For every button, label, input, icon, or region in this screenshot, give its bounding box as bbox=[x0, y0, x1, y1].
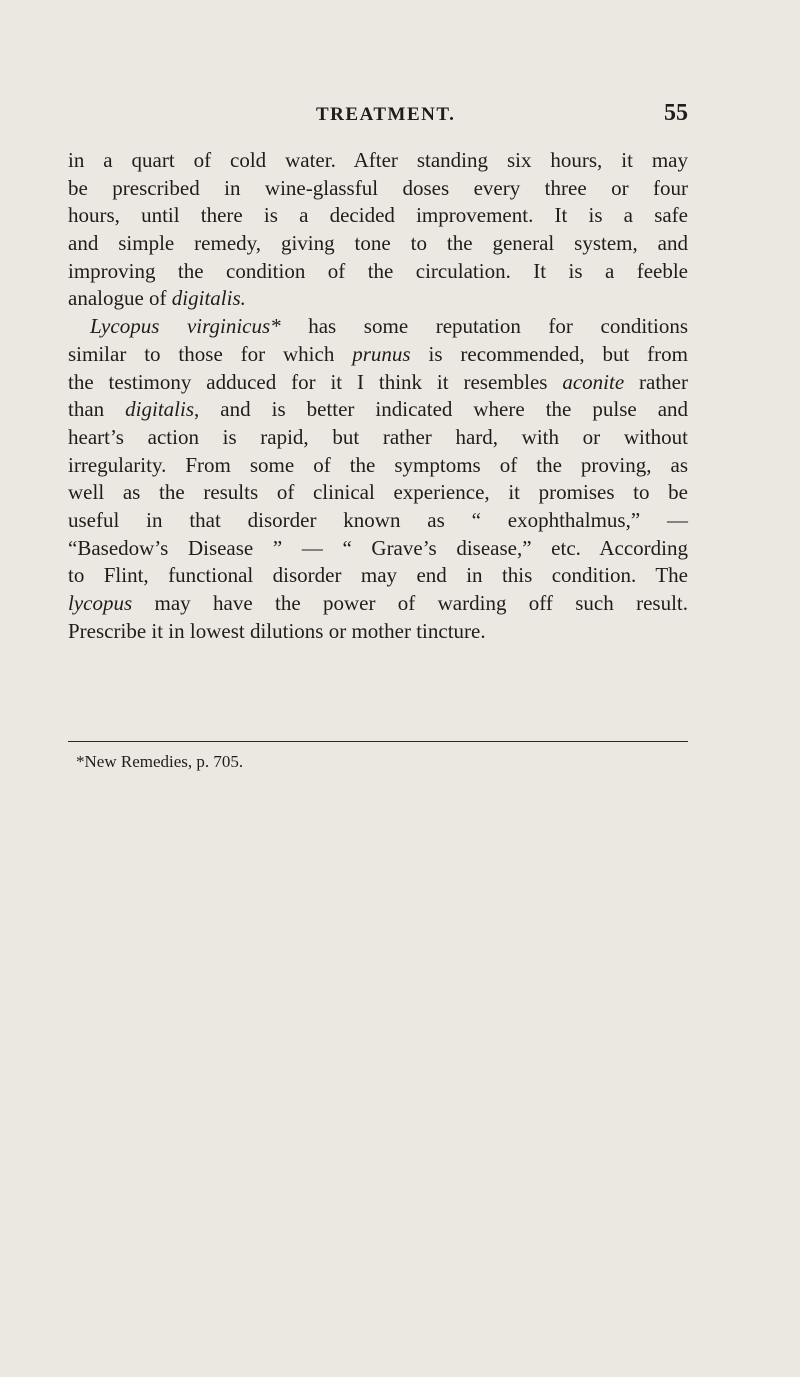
italic-term: digitalis. bbox=[171, 286, 246, 311]
text-segment: to Flint, functional disorder may end in this condition. The bbox=[68, 563, 688, 588]
text-line bbox=[68, 313, 688, 341]
text-segment: hours, until there is a decided improvement. It is a safe bbox=[68, 203, 688, 228]
text-line bbox=[68, 396, 688, 424]
body-text bbox=[68, 147, 688, 645]
text-segment: has some reputation for conditions bbox=[280, 314, 688, 339]
italic-term: Lycopus virginicus* bbox=[90, 314, 281, 339]
text-segment: be prescribed in wine-glassful doses every three or four bbox=[68, 175, 688, 200]
text-segment: than bbox=[68, 397, 126, 422]
text-segment: , and is better indicated where the pulse and bbox=[194, 397, 689, 422]
text-line bbox=[68, 285, 688, 313]
text-line bbox=[68, 535, 688, 563]
text-line bbox=[68, 202, 688, 230]
text-line bbox=[68, 590, 688, 618]
text-segment: similar to those for which bbox=[68, 341, 353, 366]
italic-term: aconite bbox=[562, 369, 625, 394]
text-line bbox=[68, 341, 688, 369]
text-segment: heart’s action is rapid, but rather hard, with or without bbox=[68, 424, 688, 449]
italic-term: lycopus bbox=[68, 591, 133, 615]
text-line bbox=[68, 452, 688, 480]
text-line bbox=[68, 258, 688, 286]
text-segment: and simple remedy, giving tone to the general system, and bbox=[68, 231, 688, 256]
text-segment: irregularity. From some of the symptoms of the proving, as bbox=[68, 452, 688, 477]
footnote-divider bbox=[68, 741, 688, 742]
page-header bbox=[68, 100, 688, 132]
text-line bbox=[68, 618, 688, 646]
text-segment: the testimony adduced for it I think it resembles bbox=[68, 369, 563, 394]
text-segment: is recommended, but from bbox=[410, 341, 688, 366]
text-line bbox=[68, 507, 688, 535]
text-line bbox=[68, 424, 688, 452]
text-line bbox=[68, 479, 688, 507]
text-line bbox=[68, 147, 688, 175]
text-segment: useful in that disorder known as “ exophthalmus,” — bbox=[68, 507, 688, 532]
text-segment: improving the condition of the circulation. It is a feeble bbox=[68, 258, 688, 283]
text-segment: “Basedow’s Disease ” — “ Grave’s disease,” etc. According bbox=[68, 535, 688, 560]
text-line bbox=[68, 562, 688, 590]
running-title: TREATMENT. bbox=[316, 104, 456, 125]
italic-term: prunus bbox=[352, 341, 411, 366]
page-number: 55 bbox=[664, 100, 688, 126]
text-segment: Prescribe it in lowest dilutions or mother tincture. bbox=[68, 618, 486, 643]
text-segment: in a quart of cold water. After standing six hours, it may bbox=[68, 148, 688, 172]
text-segment: analogue of bbox=[68, 286, 172, 311]
text-line bbox=[68, 369, 688, 397]
text-line bbox=[68, 175, 688, 203]
footnote: *New Remedies, p. 705. bbox=[76, 752, 244, 771]
text-line bbox=[68, 230, 688, 258]
text-segment: well as the results of clinical experience, it promises to be bbox=[68, 480, 688, 505]
italic-term: digitalis bbox=[125, 397, 195, 422]
text-segment: may have the power of warding off such result. bbox=[132, 591, 688, 615]
text-segment: rather bbox=[624, 369, 688, 394]
